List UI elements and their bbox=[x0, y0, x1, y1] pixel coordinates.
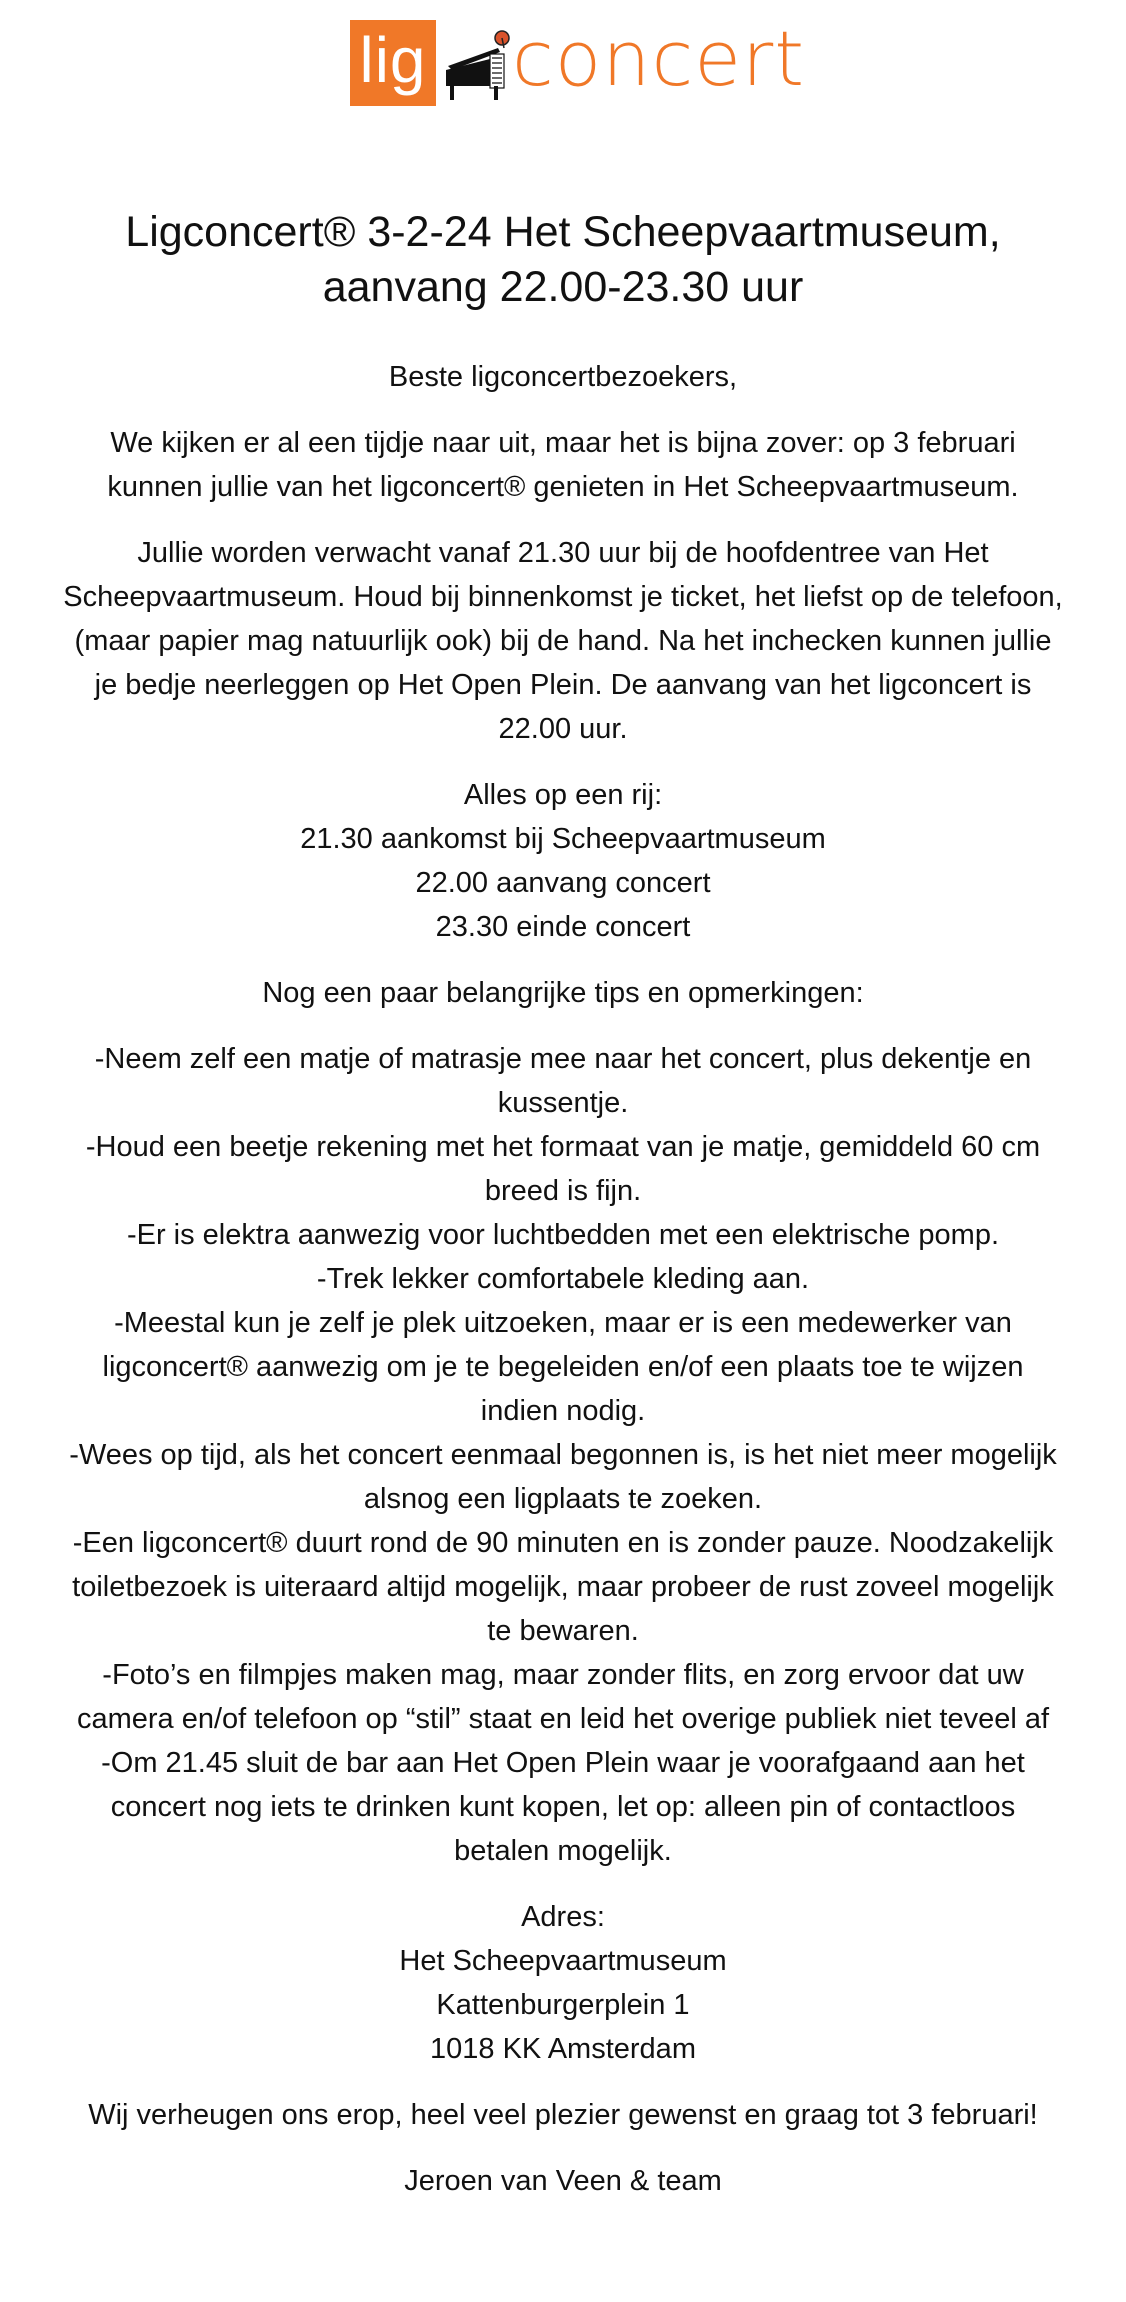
tip-item: -Een ligconcert® duurt rond de 90 minuten en is zonder pauze. Noodzakelijk toiletbezoek is uiteraard altijd mogelijk, maar probeer de rust zoveel mogelijk te bewaren. bbox=[72, 1527, 1054, 1647]
signature-text: Jeroen van Veen & team bbox=[404, 2165, 722, 2197]
logo-box bbox=[350, 20, 436, 106]
tip-item: -Meestal kun je zelf je plek uitzoeken, maar er is een medewerker van ligconcert® aanwezig om je te begeleiden en/of een plaats toe te wijzen indien nodig. bbox=[102, 1307, 1024, 1427]
tip-item: -Foto’s en filmpjes maken mag, maar zonder flits, en zorg ervoor dat uw camera en/of telefoon op “stil” staat en leid het overige publiek niet teveel af bbox=[76, 1659, 1050, 1735]
tips-list bbox=[60, 1037, 1066, 1873]
schedule-item: 23.30 einde concert bbox=[435, 911, 691, 943]
schedule-item: 21.30 aankomst bij Scheepvaartmuseum bbox=[300, 823, 826, 855]
greeting-text: Beste ligconcertbezoekers, bbox=[388, 361, 738, 393]
address-city: 1018 KK Amsterdam bbox=[430, 2033, 696, 2065]
schedule-item: 22.00 aanvang concert bbox=[415, 867, 711, 899]
logo-wordmark: concert bbox=[512, 14, 806, 103]
page-title: Ligconcert® 3-2-24 Het Scheepvaartmuseum, aanvang 22.00-23.30 uur bbox=[125, 208, 1001, 311]
tip-item: -Wees op tijd, als het concert eenmaal begonnen is, is het niet meer mogelijk alsnog een ligplaats te zoeken. bbox=[69, 1439, 1057, 1515]
address-block bbox=[60, 1895, 1066, 2071]
logo-box-text: lig bbox=[359, 24, 427, 96]
address-name: Het Scheepvaartmuseum bbox=[399, 1945, 727, 1977]
grand-piano-icon bbox=[440, 26, 518, 104]
ligconcert-logo bbox=[350, 14, 806, 106]
tip-item: -Er is elektra aanwezig voor luchtbedden met een elektrische pomp. bbox=[126, 1219, 1000, 1251]
email-content bbox=[60, 205, 1066, 2225]
arrival-text: Jullie worden verwacht vanaf 21.30 uur bij de hoofdentree van Het Scheepvaartmuseum. Houd bij binnenkomst je ticket, het liefst op de telefoon, (maar papier mag natuurlijk ook) bij de hand. Na het inchecken kunnen jullie je bedje neerleggen op Het Open Plein. De aanvang van het ligconcert is 22.00 uur. bbox=[63, 537, 1063, 745]
tip-item: -Houd een beetje rekening met het formaat van je matje, gemiddeld 60 cm breed is fijn. bbox=[85, 1131, 1041, 1207]
address-heading: Adres: bbox=[521, 1901, 605, 1933]
tips-heading: Nog een paar belangrijke tips en opmerkingen: bbox=[262, 977, 864, 1009]
closing-text: Wij verheugen ons erop, heel veel plezier gewenst en graag tot 3 februari! bbox=[88, 2099, 1038, 2131]
intro-text: We kijken er al een tijdje naar uit, maar het is bijna zover: op 3 februari kunnen jullie van het ligconcert® genieten in Het Scheepvaartmuseum. bbox=[107, 427, 1019, 503]
tip-item: -Trek lekker comfortabele kleding aan. bbox=[316, 1263, 810, 1295]
tip-item: -Neem zelf een matje of matrasje mee naar het concert, plus dekentje en kussentje. bbox=[94, 1043, 1032, 1119]
address-street: Kattenburgerplein 1 bbox=[436, 1989, 690, 2021]
schedule-heading: Alles op een rij: bbox=[463, 779, 663, 811]
schedule-block bbox=[60, 773, 1066, 949]
tip-item: -Om 21.45 sluit de bar aan Het Open Plein waar je voorafgaand aan het concert nog iets te drinken kunt kopen, let op: alleen pin of contactloos betalen mogelijk. bbox=[101, 1747, 1025, 1867]
